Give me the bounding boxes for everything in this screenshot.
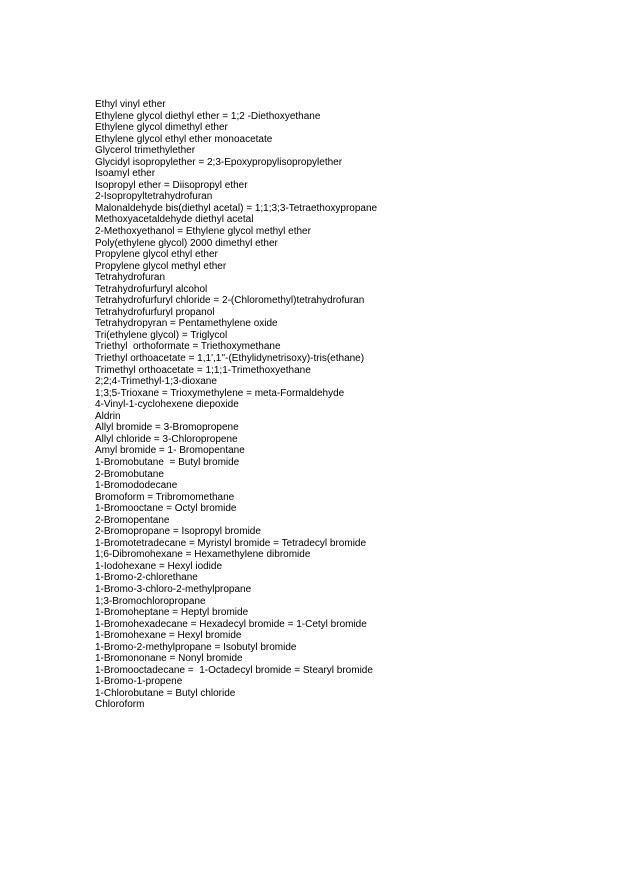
list-item: 4-Vinyl-1-cyclohexene diepoxide <box>95 399 239 411</box>
list-item: 1-Iodohexane = Hexyl iodide <box>95 560 223 572</box>
list-item: 1-Bromohexadecane = Hexadecyl bromide = 1-Cetyl bromide <box>95 618 367 630</box>
list-item: 1-Bromotetradecane = Myristyl bromide = Tetradecyl bromide <box>95 537 367 549</box>
list-item: Tetrahydrofurfuryl alcohol <box>95 283 208 295</box>
list-item: 1;3;5-Trioxane = Trioxymethylene = meta-Formaldehyde <box>95 387 345 399</box>
list-item: Triethyl orthoformate = Triethoxymethane <box>95 341 281 353</box>
list-item: 1;6-Dibromohexane = Hexamethylene dibromide <box>95 549 311 561</box>
list-item: 2;2;4-Trimethyl-1;3-dioxane <box>95 376 217 388</box>
list-item: Isoamyl ether <box>95 168 156 180</box>
list-item: 1-Bromooctadecane = 1-Octadecyl bromide = Stearyl bromide <box>95 664 373 676</box>
list-item: Allyl bromide = 3-Bromopropene <box>95 422 239 434</box>
list-item: Tetrahydropyran = Pentamethylene oxide <box>95 318 278 330</box>
list-item: Methoxyacetaldehyde diethyl acetal <box>95 214 254 226</box>
list-item: Ethylene glycol diethyl ether = 1;2 -Diethoxyethane <box>95 110 321 122</box>
list-item: Bromoform = Tribromomethane <box>95 491 235 503</box>
list-item: 1-Bromo-2-chlorethane <box>95 572 198 584</box>
list-item: 1-Bromobutane = Butyl bromide <box>95 456 240 468</box>
list-item: Chloroform <box>95 699 145 711</box>
list-item: Propylene glycol methyl ether <box>95 260 227 272</box>
list-item: 1-Chlorobutane = Butyl chloride <box>95 687 236 699</box>
list-item: Isopropyl ether = Diisopropyl ether <box>95 179 248 191</box>
list-item: Glycidyl isopropylether = 2;3-Epoxypropylisopropylether <box>95 156 343 168</box>
list-item: 2-Bromobutane <box>95 468 164 480</box>
list-item: 1-Bromohexane = Hexyl bromide <box>95 630 242 642</box>
list-item: 1-Bromo-2-methylpropane = Isobutyl bromide <box>95 641 297 653</box>
list-item: 1-Bromo-3-chloro-2-methylpropane <box>95 583 252 595</box>
list-item: 2-Methoxyethanol = Ethylene glycol methyl ether <box>95 226 311 238</box>
list-item: Trimethyl orthoacetate = 1;1;1-Trimethoxyethane <box>95 364 311 376</box>
list-item: 1-Bromo-1-propene <box>95 676 183 688</box>
list-item: 2-Bromopentane <box>95 514 170 526</box>
list-item: Tri(ethylene glycol) = Triglycol <box>95 329 228 341</box>
list-item: Malonaldehyde bis(diethyl acetal) = 1;1;3;3-Tetraethoxypropane <box>95 202 378 214</box>
list-item: Tetrahydrofurfuryl chloride = 2-(Chloromethyl)tetrahydrofuran <box>95 295 365 307</box>
list-item: Propylene glycol ethyl ether <box>95 249 218 261</box>
list-item: Poly(ethylene glycol) 2000 dimethyl ether <box>95 237 278 249</box>
list-item: Ethylene glycol dimethyl ether <box>95 122 228 134</box>
list-item: 1-Bromododecane <box>95 480 178 492</box>
list-item: Allyl chloride = 3-Chloropropene <box>95 433 238 445</box>
list-item: Tetrahydrofuran <box>95 272 166 284</box>
list-item: Triethyl orthoacetate = 1,1',1''-(Ethylidynetrisoxy)-tris(ethane) <box>95 353 365 365</box>
list-item: Glycerol trimethylether <box>95 145 196 157</box>
list-item: Tetrahydrofurfuryl propanol <box>95 306 215 318</box>
list-item: Ethyl vinyl ether <box>95 99 166 110</box>
list-item: Aldrin <box>95 410 121 422</box>
list-item: Amyl bromide = 1- Bromopentane <box>95 445 245 457</box>
list-item: 1;3-Bromochloropropane <box>95 595 206 607</box>
list-item: 1-Bromooctane = Octyl bromide <box>95 503 237 515</box>
list-item: 1-Bromononane = Nonyl bromide <box>95 653 243 665</box>
list-item: Ethylene glycol ethyl ether monoacetate <box>95 133 273 145</box>
chemical-name-list <box>95 99 377 711</box>
list-item: 2-Isopropyltetrahydrofuran <box>95 191 213 203</box>
list-item: 2-Bromopropane = Isopropyl bromide <box>95 526 261 538</box>
list-item: 1-Bromoheptane = Heptyl bromide <box>95 607 249 619</box>
